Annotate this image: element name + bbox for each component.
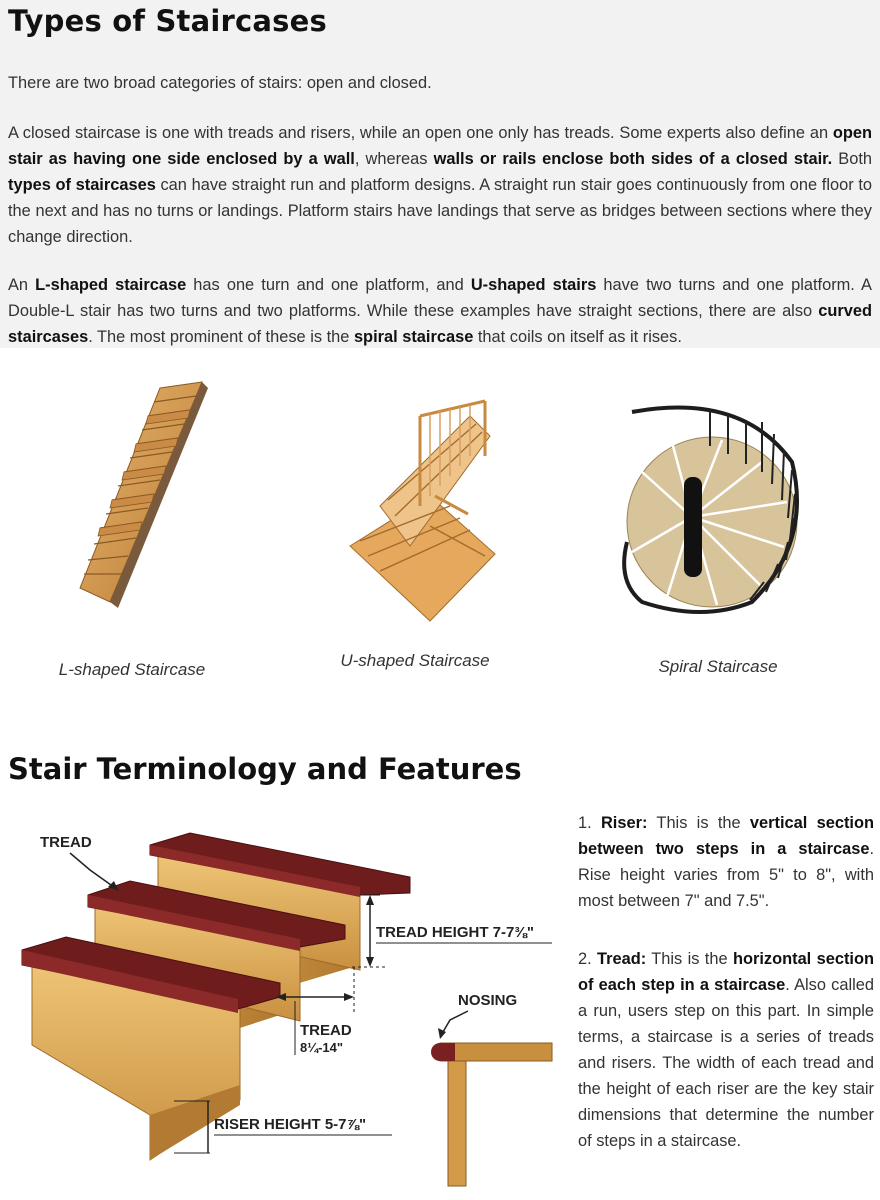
bold-segment-5: types of staircases xyxy=(8,176,156,194)
bold-segment-3: horizontal section of each step in a staircase xyxy=(578,950,874,994)
text-segment-0: A closed staircase is one with treads and risers, while an open one only has treads. Some experts also define an xyxy=(8,124,833,142)
intro-paragraph: There are two broad categories of stairs: open and closed. xyxy=(8,74,432,92)
text-segment-0: 1. xyxy=(578,814,601,832)
text-segment-2: This is the xyxy=(647,814,750,832)
text-segment-4: . Also called a run, users step on this part. In simple terms, a staircase is a series of treads and risers. The width of each tread and the height of each riser are the key stair dimensions that determine the number of steps in a staircase. xyxy=(578,976,874,1150)
bold-segment-1: Riser: xyxy=(600,814,648,832)
l-shaped-caption: L-shaped Staircase xyxy=(58,660,206,679)
text-segment-4: . Rise height varies from 5" to 8", with most between 7" and 7.5". xyxy=(578,840,874,910)
bold-segment-3: vertical section between two steps in a staircase xyxy=(578,814,874,858)
text-segment-2: , whereas xyxy=(354,150,434,168)
text-segment-4: have two turns and one platform. A Double-L stair has two turns and two platforms. While these examples have straight sections, there are also xyxy=(8,276,872,320)
text-segment-6: can have straight run and platform designs. A straight run stair goes continuously from one floor to the next and has no turns or landings. Platform stairs have landings that serve as bridges between sections where they change direction. xyxy=(8,176,872,246)
spiral-caption: Spiral Staircase xyxy=(658,657,778,676)
tread-depth-value: 8¼-14" xyxy=(300,1040,344,1055)
closed-open-paragraph xyxy=(8,120,872,250)
riser-definition xyxy=(578,810,874,914)
terminology-title: Stair Terminology and Features xyxy=(8,752,522,786)
text-segment-8: that coils on itself as it rises. xyxy=(473,328,682,346)
bold-segment-7: spiral staircase xyxy=(353,328,474,346)
tread-height-label: TREAD HEIGHT 7-7⅜" xyxy=(376,924,534,941)
platform-types-paragraph xyxy=(8,272,872,350)
bold-segment-3: U-shaped stairs xyxy=(470,276,597,294)
l-shaped-staircase-image xyxy=(70,378,220,608)
u-shaped-caption: U-shaped Staircase xyxy=(340,651,490,670)
text-segment-6: . The most prominent of these is the xyxy=(88,328,354,346)
bold-segment-1: open stair as having one side enclosed by a wall xyxy=(8,124,872,168)
u-shaped-staircase-image xyxy=(340,396,500,626)
bold-segment-1: Tread: xyxy=(597,950,647,968)
bold-segment-1: L-shaped staircase xyxy=(35,276,187,294)
text-segment-0: 2. xyxy=(578,950,598,968)
tread-label: TREAD xyxy=(40,834,92,851)
bold-segment-3: walls or rails enclose both sides of a closed stair. xyxy=(433,150,833,168)
page-title: Types of Staircases xyxy=(8,4,327,38)
text-segment-2: This is the xyxy=(646,950,733,968)
spiral-staircase-image xyxy=(612,402,807,617)
stair-terminology-diagram xyxy=(0,815,570,1200)
bold-segment-5: curved staircases xyxy=(8,302,872,346)
text-segment-0: An xyxy=(8,276,36,294)
tread-definition xyxy=(578,946,874,1154)
nosing-label: NOSING xyxy=(458,992,518,1009)
text-segment-2: has one turn and one platform, and xyxy=(186,276,471,294)
text-segment-4: Both xyxy=(832,150,872,168)
riser-height-label: RISER HEIGHT 5-7⅞" xyxy=(214,1116,367,1133)
tread-depth-label: TREAD xyxy=(300,1022,352,1039)
